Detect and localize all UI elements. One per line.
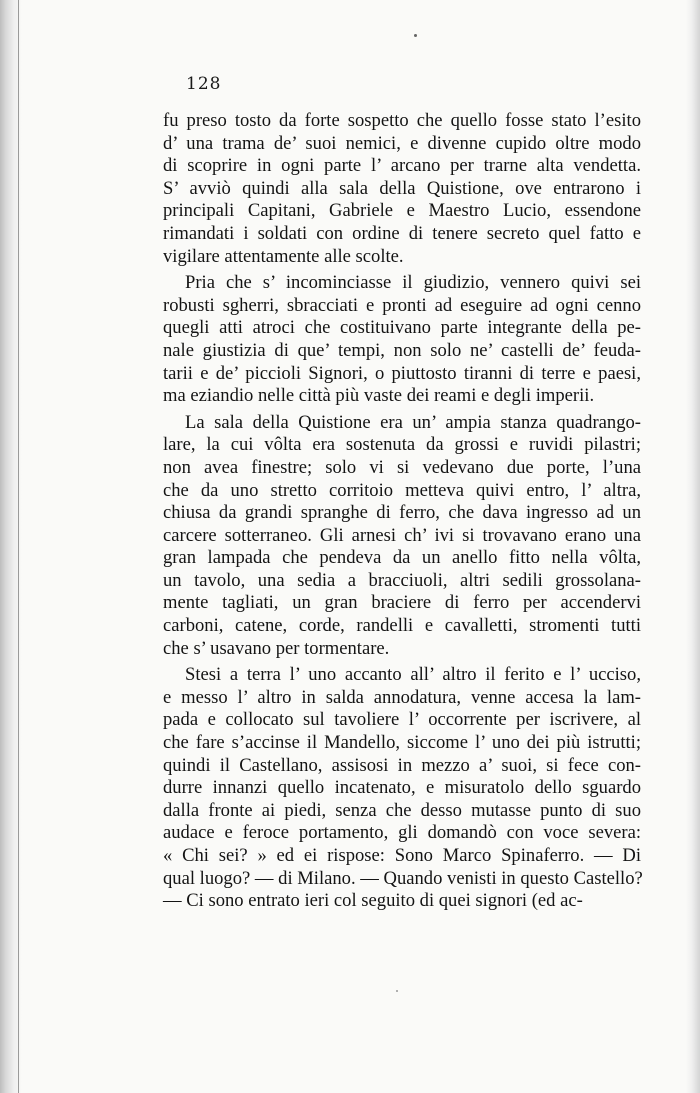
text-line: ma eziandio nelle città più vaste dei reami e degli imperii. [163,385,595,407]
text-line: S’ avviò quindi alla sala della Quistione, ove entrarono i [163,177,641,199]
text-line: qual luogo? — di Milano. — Quando venisti in questo Castello? [163,867,643,889]
text-line: lare, la cui vôlta era sostenuta da grossi e ruvidi pilastri; [163,434,641,456]
page-edge-line [18,0,19,1093]
paragraph [163,664,641,913]
text-line: audace e feroce portamento, gli domandò con voce severa: [163,822,641,844]
paragraph [163,272,641,408]
text-line: pada e collocato sul tavoliere l’ occorrente per iscrivere, al [163,709,641,731]
text-line: quindi il Castellano, assisosi in mezzo a’ suoi, si fece con- [163,754,641,776]
text-line: non avea finestre; solo vi si vedevano due porte, l’una [163,456,641,478]
text-line: Pria che s’ incominciasse il giudizio, vennero quivi sei [185,272,641,294]
text-line: che s’ usavano per tormentare. [163,637,390,659]
text-line: chiusa da grandi spranghe di ferro, che dava ingresso ad un [163,502,641,524]
text-line: carcere sotterraneo. Gli arnesi ch’ ivi si trovavano erano una [163,524,641,546]
text-line: mente tagliati, un gran braciere di ferro per accendervi [163,592,641,614]
text-line: principali Capitani, Gabriele e Maestro Lucio, essendone [163,200,641,222]
text-line: fu preso tosto da forte sospetto che quello fosse stato l’esito [163,110,641,131]
right-page-edge [686,0,700,1093]
text-line: quegli atti atroci che costituivano parte integrante della pe- [163,317,641,339]
text-line: robusti sgherri, sbracciati e pronti ad eseguire ad ogni cenno [163,294,641,316]
text-line: che da uno stretto corritoio metteva quivi entro, l’ altra, [163,479,641,501]
paragraph [163,412,641,661]
page-number: 128 [186,74,222,94]
text-line: carboni, catene, corde, randelli e cavalletti, stromenti tutti [163,615,641,637]
text-line: di scoprire in ogni parte l’ arcano per trarne alta vendetta. [163,155,641,177]
text-line: che fare s’accinse il Mandello, siccome l’ uno dei più istrutti; [163,732,641,754]
text-line: dalla fronte ai piedi, senza che desso mutasse punto di suo [163,799,641,821]
ink-speck [414,34,417,37]
text-line: vigilare attentamente alle scolte. [163,245,404,267]
text-line: « Chi sei? » ed ei rispose: Sono Marco Spinaferro. — Di [163,845,641,866]
text-line: rimandati i soldati con ordine di tenere secreto quel fatto e [163,222,641,244]
text-line: d’ una trama de’ suoi nemici, e divenne cupido oltre modo [163,132,641,154]
text-line: un tavolo, una sedia a bracciuoli, altri sedili grossolana- [163,569,641,591]
paragraph [163,110,641,268]
text-line: nale giustizia di que’ tempi, non solo ne’ castelli de’ feuda- [163,339,641,361]
body-text [163,110,641,913]
text-line: — Ci sono entrato ieri col seguito di quei signori (ed ac- [163,890,583,912]
text-line: La sala della Quistione era un’ ampia stanza quadrango- [185,411,641,433]
text-line: durre innanzi quello incatenato, e misuratolo dello sguardo [163,777,641,799]
text-line: gran lampada che pendeva da un anello fitto nella vôlta, [163,547,641,569]
ink-speck [396,990,398,992]
text-line: e messo l’ altro in salda annodatura, venne accesa la lam- [163,686,641,708]
text-line: tarii e de’ piccioli Signori, o piuttosto tiranni di terre e paesi, [163,362,641,384]
text-line: Stesi a terra l’ uno accanto all’ altro il ferito e l’ ucciso, [185,664,641,686]
